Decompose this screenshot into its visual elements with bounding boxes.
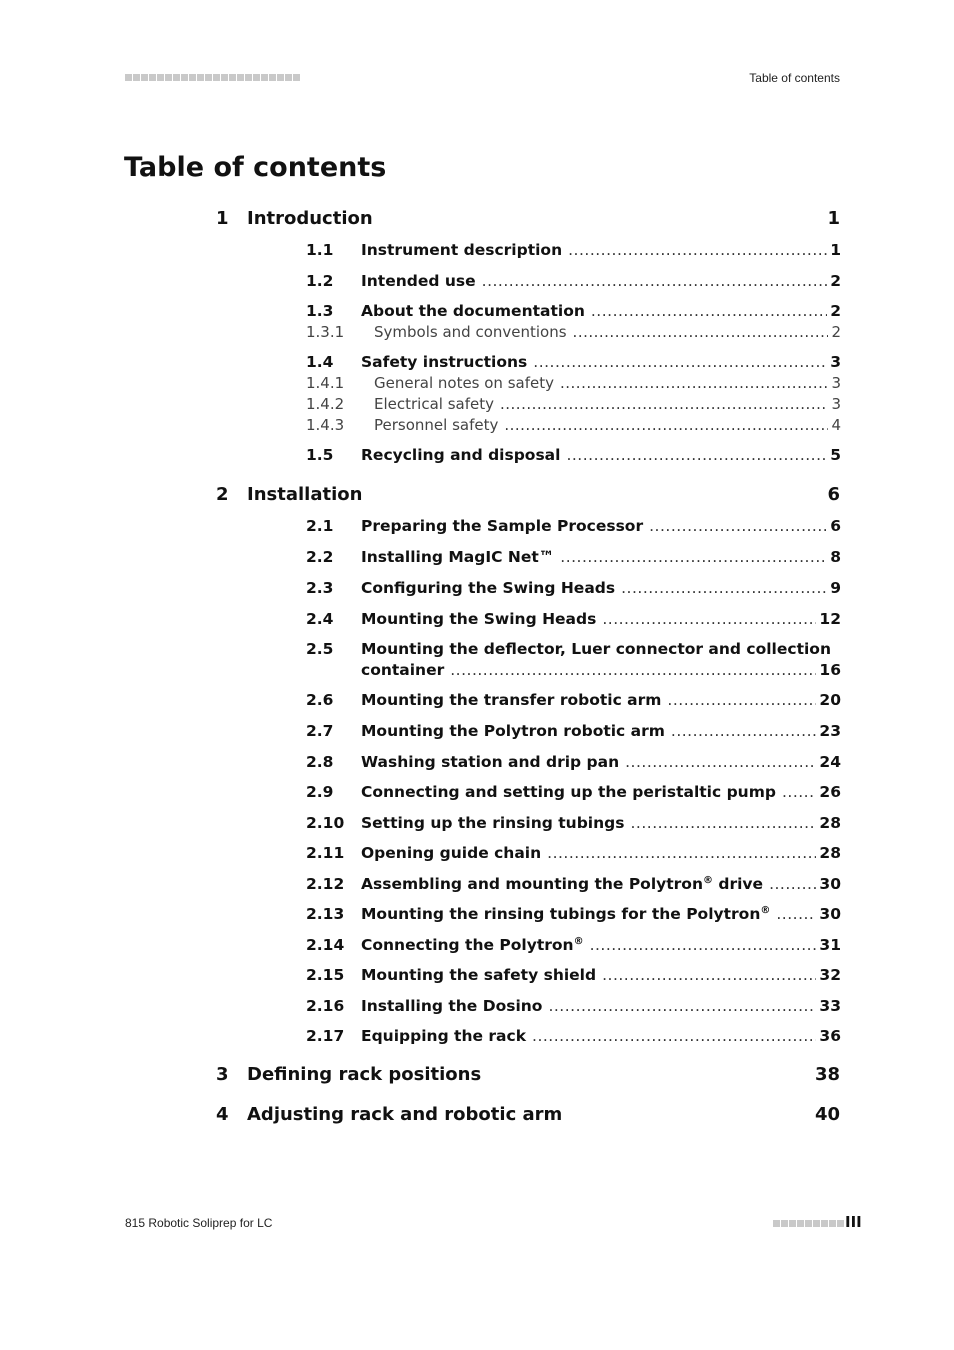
chapter-number: 4 bbox=[216, 1104, 229, 1125]
section-page: 9 bbox=[830, 579, 841, 597]
subsection-number: 1.4.3 bbox=[306, 416, 345, 434]
section-number: 2.12 bbox=[306, 875, 345, 893]
section-page: 12 bbox=[819, 610, 841, 628]
section-title: About the documentation bbox=[361, 302, 585, 320]
section-number: 2.3 bbox=[306, 579, 334, 597]
section-title: Setting up the rinsing tubings bbox=[361, 814, 625, 832]
section-number: 2.9 bbox=[306, 783, 334, 801]
chapter-page: 1 bbox=[827, 208, 840, 229]
section-number: 2.7 bbox=[306, 722, 334, 740]
section-number: 2.16 bbox=[306, 997, 345, 1015]
subsection-number: 1.4.2 bbox=[306, 395, 345, 413]
section-number: 2.8 bbox=[306, 753, 334, 771]
section-page: 31 bbox=[819, 936, 841, 954]
section-page: 30 bbox=[819, 875, 841, 893]
subsection-title: Symbols and conventions bbox=[374, 323, 567, 341]
section-page: 2 bbox=[830, 272, 841, 290]
section-title-line-2: container bbox=[361, 661, 445, 679]
running-header: Table of contents bbox=[749, 71, 840, 85]
chapter-number: 1 bbox=[216, 208, 229, 229]
section-page: 16 bbox=[819, 661, 841, 679]
section-title: Equipping the rack bbox=[361, 1027, 527, 1045]
section-title: Mounting the Swing Heads bbox=[361, 610, 597, 628]
subsection-page: 4 bbox=[831, 416, 841, 434]
chapter-title: Defining rack positions bbox=[247, 1064, 482, 1085]
section-title: Preparing the Sample Processor bbox=[361, 517, 644, 535]
section-number: 2.10 bbox=[306, 814, 345, 832]
page-title: Table of contents bbox=[124, 152, 387, 183]
section-page: 23 bbox=[819, 722, 841, 740]
section-title: Mounting the transfer robotic arm bbox=[361, 691, 662, 709]
chapter-page: 38 bbox=[814, 1064, 840, 1085]
subsection-page: 3 bbox=[831, 374, 841, 392]
chapter-page: 40 bbox=[814, 1104, 840, 1125]
section-page: 3 bbox=[830, 353, 841, 371]
section-page: 6 bbox=[830, 517, 841, 535]
section-page: 28 bbox=[819, 844, 841, 862]
section-number: 1.2 bbox=[306, 272, 334, 290]
subsection-title: Personnel safety bbox=[374, 416, 499, 434]
subsection-page: 3 bbox=[831, 395, 841, 413]
subsection-title: Electrical safety bbox=[374, 395, 494, 413]
section-page: 8 bbox=[830, 548, 841, 566]
section-number: 1.3 bbox=[306, 302, 334, 320]
subsection-page: 2 bbox=[831, 323, 841, 341]
footer-decoration bbox=[773, 1220, 844, 1227]
chapter-title: Introduction bbox=[247, 208, 373, 229]
footer-product-name: 815 Robotic Soliprep for LC bbox=[125, 1216, 273, 1230]
section-number: 2.1 bbox=[306, 517, 334, 535]
section-number: 1.1 bbox=[306, 241, 334, 259]
section-title: Mounting the Polytron robotic arm bbox=[361, 722, 665, 740]
section-number: 2.6 bbox=[306, 691, 334, 709]
section-title: Opening guide chain bbox=[361, 844, 542, 862]
section-page: 20 bbox=[819, 691, 841, 709]
section-page: 2 bbox=[830, 302, 841, 320]
section-title: Assembling and mounting the Polytron® drive bbox=[361, 874, 764, 893]
section-page: 33 bbox=[819, 997, 841, 1015]
section-title: Connecting and setting up the peristaltic pump bbox=[361, 783, 776, 801]
section-page: 32 bbox=[819, 966, 841, 984]
section-title: Mounting the rinsing tubings for the Polytron® bbox=[361, 904, 771, 923]
section-page: 28 bbox=[819, 814, 841, 832]
section-title: Recycling and disposal bbox=[361, 446, 561, 464]
section-number: 2.17 bbox=[306, 1027, 345, 1045]
section-number: 2.11 bbox=[306, 844, 345, 862]
section-number: 2.4 bbox=[306, 610, 334, 628]
section-number: 2.15 bbox=[306, 966, 345, 984]
section-title: Safety instructions bbox=[361, 353, 528, 371]
section-number: 2.2 bbox=[306, 548, 334, 566]
section-page: 1 bbox=[830, 241, 841, 259]
chapter-title: Installation bbox=[247, 484, 363, 505]
chapter-number: 3 bbox=[216, 1064, 229, 1085]
section-title: Installing the Dosino bbox=[361, 997, 543, 1015]
section-number: 2.13 bbox=[306, 905, 345, 923]
section-page: 26 bbox=[819, 783, 841, 801]
chapter-title: Adjusting rack and robotic arm bbox=[247, 1104, 563, 1125]
section-title: Intended use bbox=[361, 272, 476, 290]
section-title: Configuring the Swing Heads bbox=[361, 579, 616, 597]
subsection-number: 1.4.1 bbox=[306, 374, 345, 392]
section-title: Mounting the safety shield bbox=[361, 966, 597, 984]
chapter-number: 2 bbox=[216, 484, 229, 505]
section-title: Washing station and drip pan bbox=[361, 753, 620, 771]
section-title: Instrument description bbox=[361, 241, 563, 259]
footer-page-number: III bbox=[845, 1213, 862, 1231]
subsection-title: General notes on safety bbox=[374, 374, 554, 392]
chapter-page: 6 bbox=[827, 484, 840, 505]
section-page: 24 bbox=[819, 753, 841, 771]
section-title: Connecting the Polytron® bbox=[361, 935, 584, 954]
subsection-number: 1.3.1 bbox=[306, 323, 345, 341]
section-page: 30 bbox=[819, 905, 841, 923]
section-number: 2.14 bbox=[306, 936, 345, 954]
section-page: 36 bbox=[819, 1027, 841, 1045]
section-number: 1.5 bbox=[306, 446, 334, 464]
section-number: 2.5 bbox=[306, 640, 334, 658]
section-title: Installing MagIC Net™ bbox=[361, 548, 555, 566]
section-number: 1.4 bbox=[306, 353, 334, 371]
section-page: 5 bbox=[830, 446, 841, 464]
section-title-line-1: Mounting the deflector, Luer connector and collection bbox=[361, 640, 831, 658]
